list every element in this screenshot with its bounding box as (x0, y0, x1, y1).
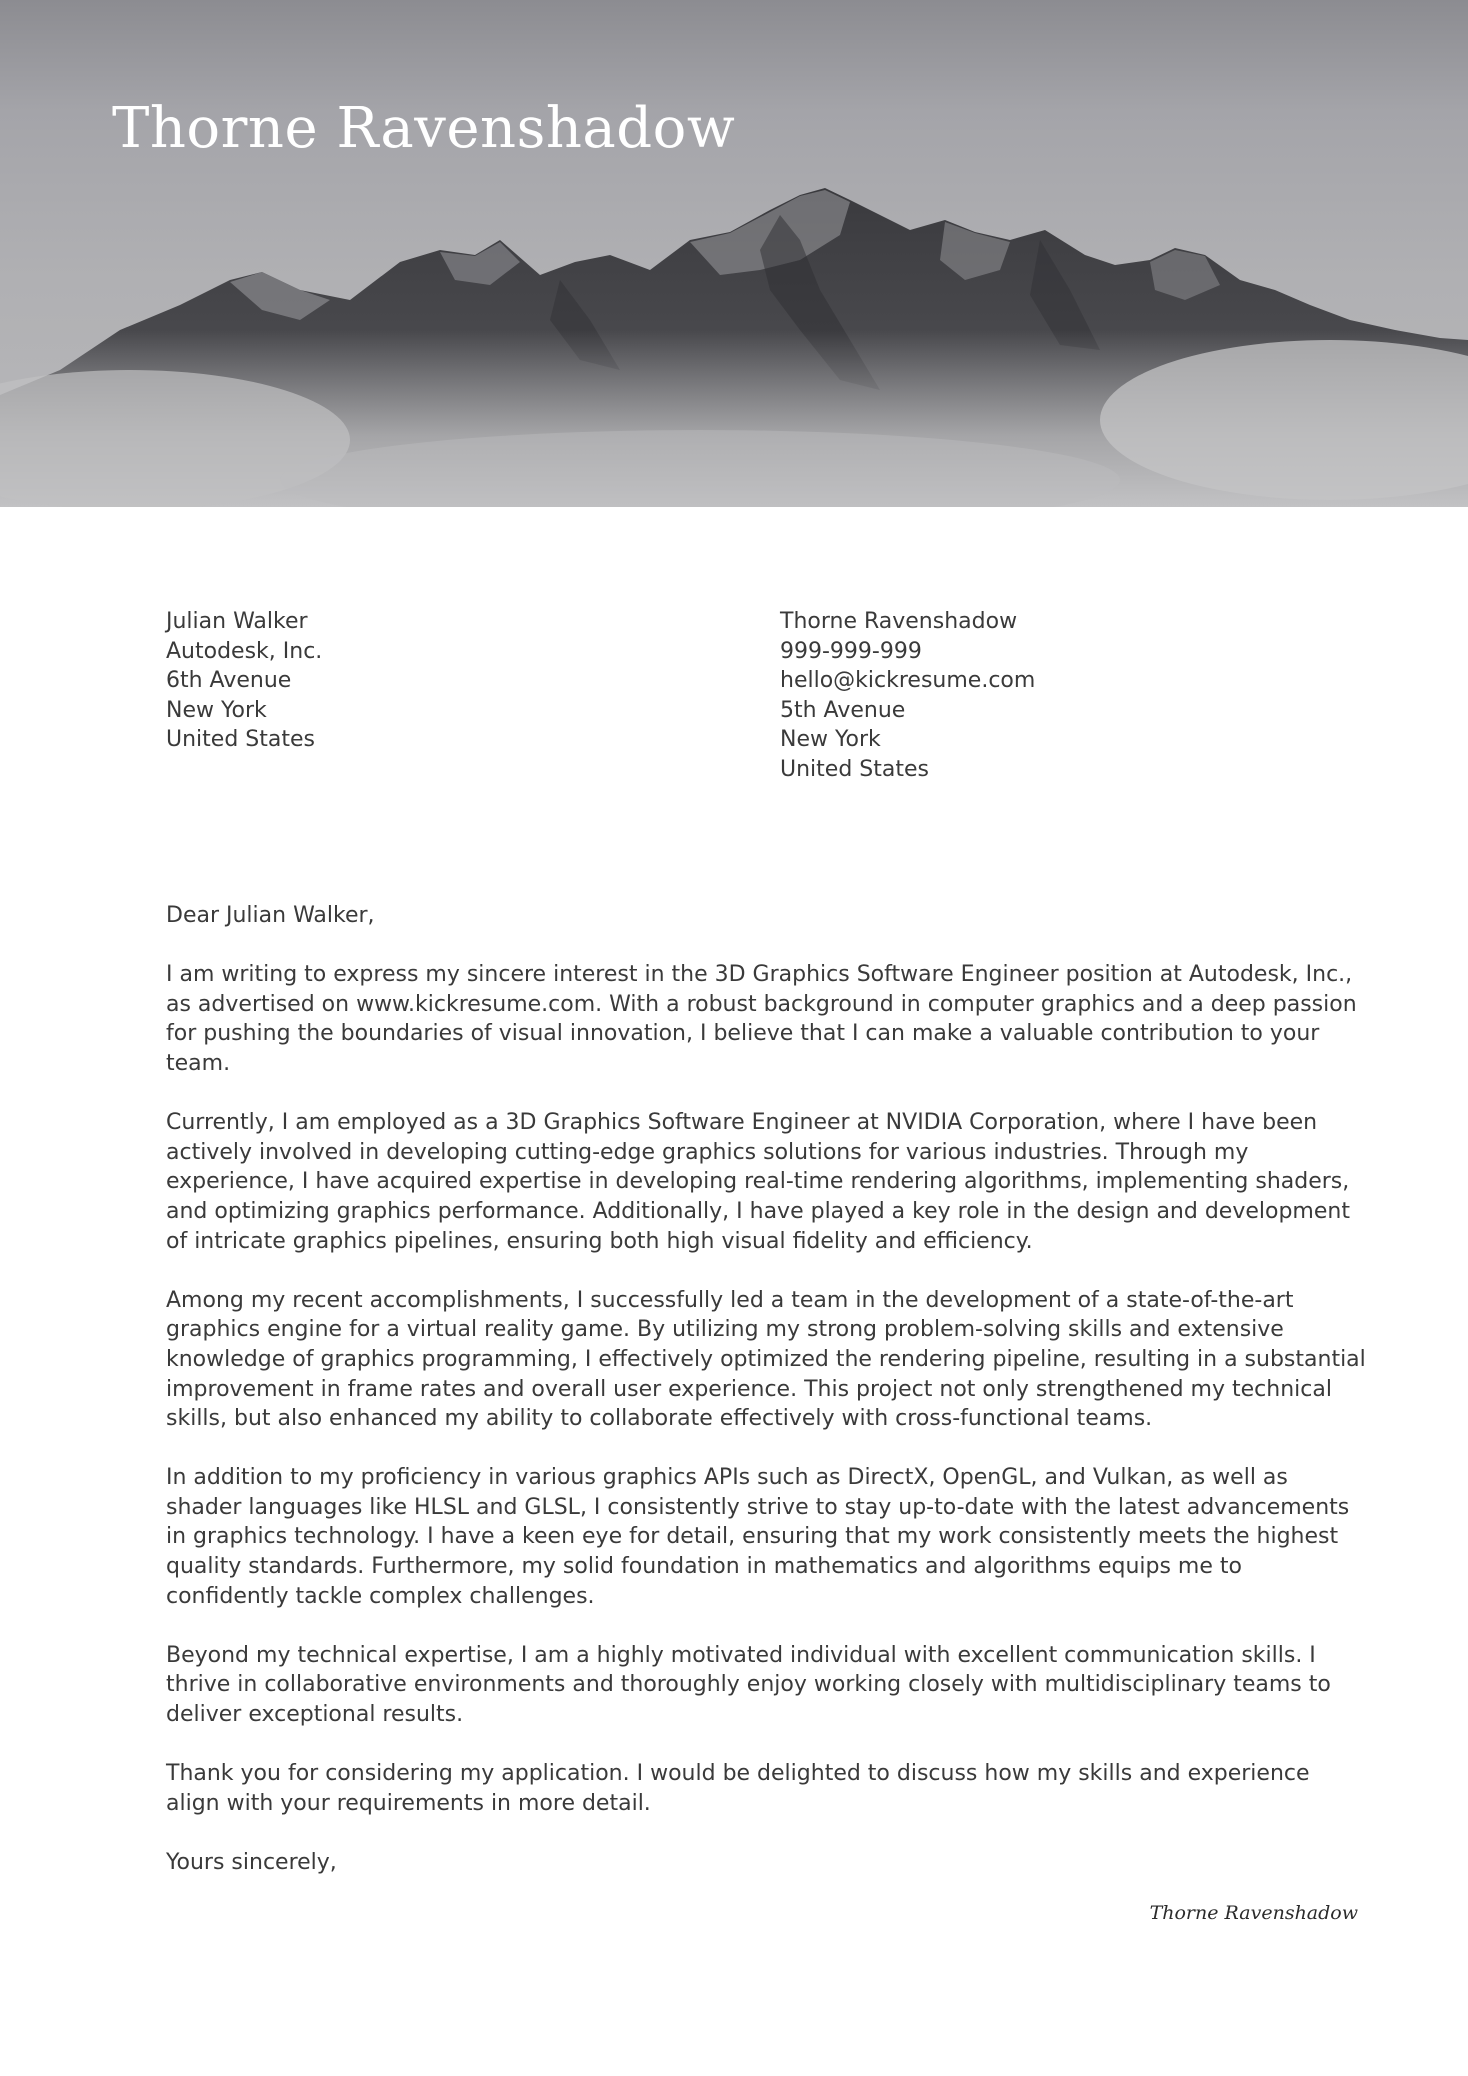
recipient-name: Julian Walker (166, 609, 308, 634)
closing: Yours sincerely, (166, 1850, 337, 1875)
letter-body (166, 901, 1366, 1907)
salutation: Dear Julian Walker, (166, 903, 375, 928)
recipient-city: New York (166, 697, 267, 723)
letter-paragraph: I am writing to express my sincere interest in the 3D Graphics Software Engineer position at Autodesk, Inc., as advertised on www.kickresume.com. With a robust background in computer graphics and a deep passion for pushing the boundaries of visual innovation, I believe that I can make a valuable contribution to your team. (166, 962, 1357, 1076)
letter-paragraph: Currently, I am employed as a 3D Graphics Software Engineer at NVIDIA Corporation, where I have been actively involved in developing cutting-edge graphics solutions for various industries. Through my experience, I have acquired expertise in developing real-time rendering algorithms, implementing shaders, and optimizing graphics performance. Additionally, I have played a key role in the design and development of intricate graphics pipelines, ensuring both high visual fidelity and efficiency. (166, 1110, 1350, 1254)
mountain-photo (0, 0, 1468, 507)
sender-email: hello@kickresume.com (780, 668, 1036, 694)
letter-paragraph: Thank you for considering my application. I would be delighted to discuss how my skills and experience align with your requirements in more detail. (166, 1761, 1310, 1816)
sender-country: United States (780, 756, 929, 782)
sender-city: New York (780, 727, 881, 753)
sender-name: Thorne Ravenshadow (780, 609, 1018, 634)
sender-phone: 999-999-999 (780, 638, 922, 664)
page-title: Thorne Ravenshadow (112, 96, 736, 161)
recipient-address (166, 607, 322, 755)
header-banner (0, 0, 1468, 507)
sender-address (780, 607, 1035, 785)
letter-paragraph: In addition to my proficiency in various graphics APIs such as DirectX, OpenGL, and Vulkan, as well as shader languages like HLSL and GLSL, I consistently strive to stay up-to-date with the latest advancements in graphics technology. I have a keen eye for detail, ensuring that my work consistently meets the highest quality standards. Furthermore, my solid foundation in mathematics and algorithms equips me to confidently tackle complex challenges. (166, 1465, 1350, 1609)
letter-paragraph: Among my recent accomplishments, I successfully led a team in the development of a state-of-the-art graphics engine for a virtual reality game. By utilizing my strong problem-solving skills and extensive knowledge of graphics programming, I effectively optimized the rendering pipeline, resulting in a substantial improvement in frame rates and overall user experience. This project not only strengthened my technical skills, but also enhanced my ability to collaborate effectively with cross-functional teams. (166, 1287, 1366, 1432)
recipient-street: 6th Avenue (166, 668, 292, 694)
signature: Thorne Ravenshadow (1149, 1902, 1358, 1924)
recipient-country: United States (166, 727, 315, 753)
recipient-company: Autodesk, Inc. (166, 638, 323, 664)
sender-street: 5th Avenue (780, 697, 906, 723)
letter-paragraph: Beyond my technical expertise, I am a highly motivated individual with excellent communication skills. I thrive in collaborative environments and thoroughly enjoy working closely with multidisciplinary teams to deliver exceptional results. (166, 1642, 1331, 1728)
